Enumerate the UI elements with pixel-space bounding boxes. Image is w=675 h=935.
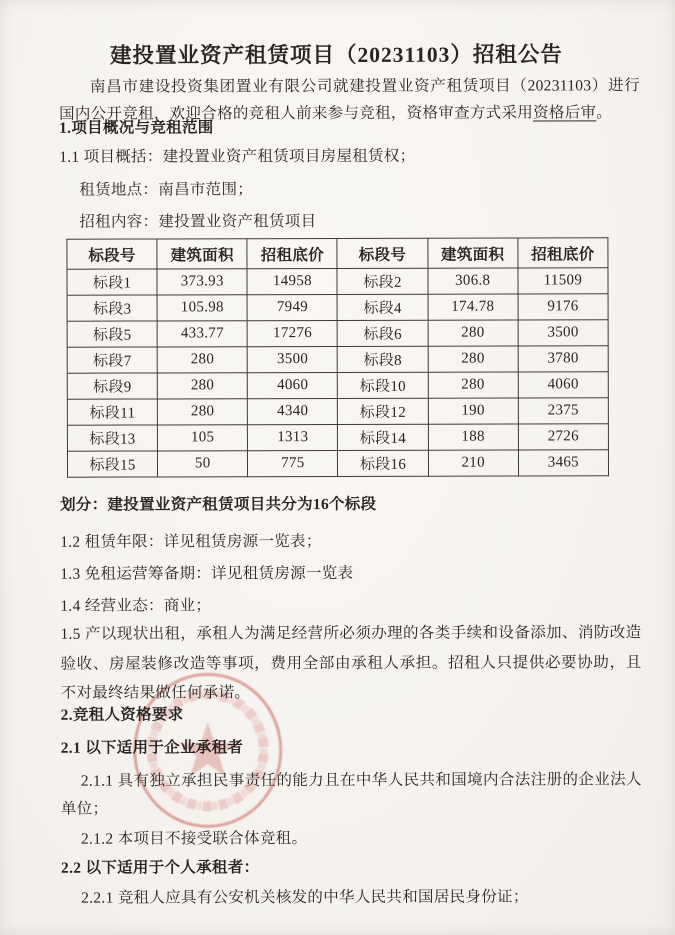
table-cell: 4060 bbox=[518, 372, 608, 398]
table-cell: 标段3 bbox=[67, 295, 157, 321]
table-row bbox=[67, 294, 608, 321]
table-cell: 2726 bbox=[518, 424, 608, 450]
table-row bbox=[67, 320, 608, 347]
lot-table-body bbox=[67, 268, 609, 477]
table-cell: 标段14 bbox=[338, 424, 428, 450]
table-cell: 188 bbox=[428, 424, 518, 450]
table-cell: 标段11 bbox=[67, 399, 157, 425]
table-row bbox=[67, 424, 608, 451]
table-cell: 373.93 bbox=[157, 269, 247, 295]
table-cell: 105.98 bbox=[157, 295, 247, 321]
table-cell: 3500 bbox=[518, 320, 608, 346]
section2-heading: 2.竞租人资格要求 bbox=[60, 706, 184, 724]
table-cell: 174.78 bbox=[428, 294, 518, 320]
table-cell: 210 bbox=[428, 450, 518, 476]
intro-lead: 南昌市建设投资集团置业有限公司就建投置业资产租赁项目（20231103）进行国内公开竞租，欢迎合格的竞租人前来参与竞租，资格审查方式采用 bbox=[59, 77, 641, 123]
table-header-cell: 标段号 bbox=[67, 239, 157, 269]
table-cell: 3465 bbox=[518, 450, 608, 476]
enterprise-heading-line: 2.1 以下适用于企业承租者 bbox=[60, 739, 244, 757]
lease-term-line: 1.2 租赁年限：详见租赁房源一览表； bbox=[60, 533, 322, 551]
table-cell: 标段16 bbox=[338, 450, 428, 476]
table-cell: 标段6 bbox=[338, 320, 428, 346]
table-header-row bbox=[67, 238, 608, 269]
table-header-cell: 招租底价 bbox=[518, 238, 608, 268]
table-row bbox=[67, 268, 608, 295]
table-header-cell: 招租底价 bbox=[247, 238, 337, 268]
table-cell: 280 bbox=[157, 399, 247, 425]
lot-table-head bbox=[67, 238, 608, 269]
lease-location-line: 租赁地点：南昌市范围； bbox=[79, 181, 254, 199]
table-cell: 9176 bbox=[518, 294, 608, 320]
table-cell: 1313 bbox=[248, 424, 338, 450]
table-cell: 190 bbox=[428, 398, 518, 424]
table-row bbox=[67, 372, 608, 399]
table-cell: 标段13 bbox=[67, 425, 157, 451]
table-row bbox=[67, 398, 608, 425]
individual-rule1-line: 2.2.1 竞租人应具有公安机关核发的中华人民共和国居民身份证； bbox=[81, 888, 529, 907]
table-row bbox=[67, 346, 608, 373]
table-cell: 280 bbox=[157, 373, 247, 399]
table-cell: 标段10 bbox=[338, 372, 428, 398]
intro-tail: 。 bbox=[596, 103, 613, 121]
division-line: 划分：建投置业资产租赁项目共分为16个标段 bbox=[60, 495, 377, 514]
table-cell: 306.8 bbox=[428, 268, 518, 294]
table-cell: 280 bbox=[428, 372, 518, 398]
business-type-line: 1.4 经营业态：商业； bbox=[60, 597, 212, 615]
as-is-clause-paragraph: 1.5 产以现状出租，承租人为满足经营所必须办理的各类手续和设备添加、消防改造验收、房屋装修改造等事项，费用全部由承租人承担。招租人只提供必要协助，且不对最终结果做任何承诺。 bbox=[60, 624, 642, 702]
table-cell: 标段1 bbox=[67, 269, 157, 295]
table-cell: 775 bbox=[248, 450, 338, 476]
intro-underlined-term: 资格后审 bbox=[533, 103, 597, 121]
document-title: 建投置业资产租赁项目（20231103）招租公告 bbox=[109, 42, 563, 68]
table-cell: 50 bbox=[158, 451, 248, 477]
lot-price-table bbox=[66, 237, 609, 477]
table-cell: 2375 bbox=[518, 398, 608, 424]
table-cell: 280 bbox=[428, 320, 518, 346]
table-cell: 433.77 bbox=[157, 321, 247, 347]
table-header-cell: 建筑面积 bbox=[428, 238, 518, 268]
table-cell: 3500 bbox=[247, 346, 337, 372]
individual-heading-line: 2.2 以下适用于个人承租者： bbox=[61, 859, 260, 877]
table-cell: 11509 bbox=[518, 268, 608, 294]
rent-free-period-line: 1.3 免租运营筹备期：详见租赁房源一览表 bbox=[60, 564, 354, 583]
table-cell: 280 bbox=[428, 346, 518, 372]
table-cell: 标段5 bbox=[67, 321, 157, 347]
section1-heading: 1.项目概况与竞租范围 bbox=[59, 119, 214, 137]
table-cell: 标段15 bbox=[67, 451, 157, 477]
table-cell: 4060 bbox=[248, 372, 338, 398]
lease-content-line: 招租内容：建投置业资产租赁项目 bbox=[79, 213, 317, 231]
table-cell: 3780 bbox=[518, 346, 608, 372]
table-cell: 标段9 bbox=[67, 373, 157, 399]
table-cell: 7949 bbox=[247, 294, 337, 320]
table-cell: 标段4 bbox=[338, 294, 428, 320]
table-cell: 105 bbox=[158, 425, 248, 451]
table-cell: 标段12 bbox=[338, 398, 428, 424]
enterprise-rule2-line: 2.1.2 本项目不接受联合体竞租。 bbox=[80, 830, 308, 848]
table-cell: 4340 bbox=[248, 398, 338, 424]
table-row bbox=[67, 450, 608, 477]
table-cell: 标段8 bbox=[338, 346, 428, 372]
table-cell: 280 bbox=[157, 347, 247, 373]
project-overview-line: 1.1 项目概括：建投置业资产租赁项目房屋租赁权； bbox=[59, 147, 416, 166]
table-cell: 14958 bbox=[247, 268, 337, 294]
enterprise-rule1-paragraph: 2.1.1 具有独立承担民事责任的能力且在中华人民共和国境内合法注册的企业法人单位； bbox=[60, 771, 642, 818]
table-cell: 17276 bbox=[247, 320, 337, 346]
table-header-cell: 标段号 bbox=[337, 238, 427, 268]
table-cell: 标段7 bbox=[67, 347, 157, 373]
table-header-cell: 建筑面积 bbox=[157, 239, 247, 269]
table-cell: 标段2 bbox=[337, 268, 427, 294]
